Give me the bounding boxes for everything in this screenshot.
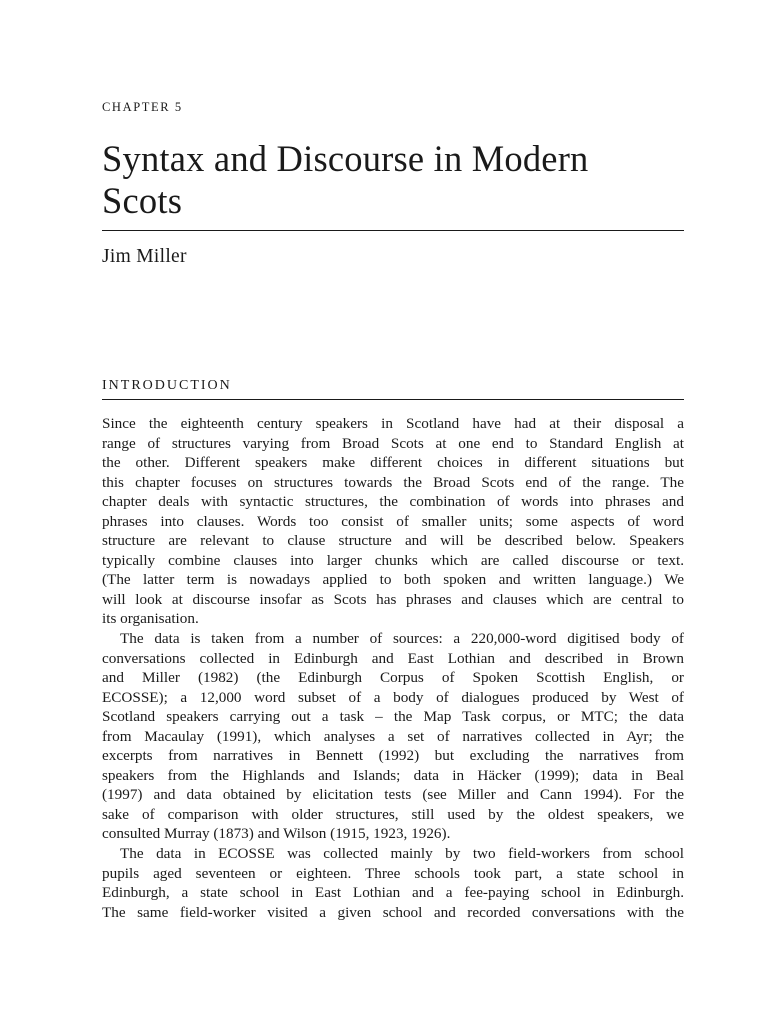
chapter-label: CHAPTER 5 [102,100,183,114]
body-line: The data is taken from a number of sources: a 220,000-word digitised body of [120,630,684,648]
body-line: consulted Murray (1873) and Wilson (1915, 1923, 1926). [102,825,451,843]
body-line: ECOSSE); a 12,000 word subset of a body of dialogues produced by West of [102,688,684,706]
body-line: the other. Different speakers make different choices in different situations but [102,454,684,472]
body-line: Scotland speakers carrying out a task – the Map Task corpus, or MTC; the data [102,708,684,726]
chapter-title [102,138,684,222]
body-line: range of structures varying from Broad Scots at one end to Standard English at [102,434,684,452]
section-divider [102,399,684,400]
body-line: its organisation. [102,610,199,628]
body-line: sake of comparison with older structures, still used by the oldest speakers, we [102,805,684,823]
body-line: The data in ECOSSE was collected mainly by two field-workers from school [120,845,684,863]
body-line: The same field-worker visited a given school and recorded conversations with the [102,903,684,921]
title-divider [102,230,684,231]
body-line: pupils aged seventeen or eighteen. Three schools took part, a state school in [102,864,684,882]
chapter-title-line-2: Scots [102,180,183,221]
body-line: will look at discourse insofar as Scots has phrases and clauses which are central to [102,590,684,608]
body-line: Since the eighteenth century speakers in Scotland have had at their disposal a [102,415,684,432]
body-line: this chapter focuses on structures towards the Broad Scots end of the range. The [102,473,684,491]
body-text [102,414,684,922]
body-line: from Macaulay (1991), which analyses a set of narratives collected in Ayr; the [102,727,684,745]
body-line: structure are relevant to clause structure and will be described below. Speakers [102,532,684,550]
chapter-author: Jim Miller [102,246,187,267]
body-line: chapter deals with syntactic structures, the combination of words into phrases and [102,493,684,511]
body-line: speakers from the Highlands and Islands; data in Häcker (1999); data in Beal [102,766,684,784]
body-line: conversations collected in Edinburgh and East Lothian and described in Brown [102,649,684,667]
body-line: (The latter term is nowadays applied to both spoken and written language.) We [102,571,684,589]
body-line: excerpts from narratives in Bennett (1992) but excluding the narratives from [102,747,684,765]
body-line: phrases into clauses. Words too consist of smaller units; some aspects of word [102,512,684,530]
chapter-title-line-1: Syntax and Discourse in Modern [102,138,589,179]
body-line: (1997) and data obtained by elicitation tests (see Miller and Cann 1994). For the [102,786,684,804]
body-line: Edinburgh, a state school in East Lothian and a fee-paying school in Edinburgh. [102,884,684,902]
section-heading: INTRODUCTION [102,378,232,393]
body-line: typically combine clauses into larger chunks which are called discourse or text. [102,551,684,569]
body-line: and Miller (1982) (the Edinburgh Corpus of Spoken Scottish English, or [102,669,684,687]
